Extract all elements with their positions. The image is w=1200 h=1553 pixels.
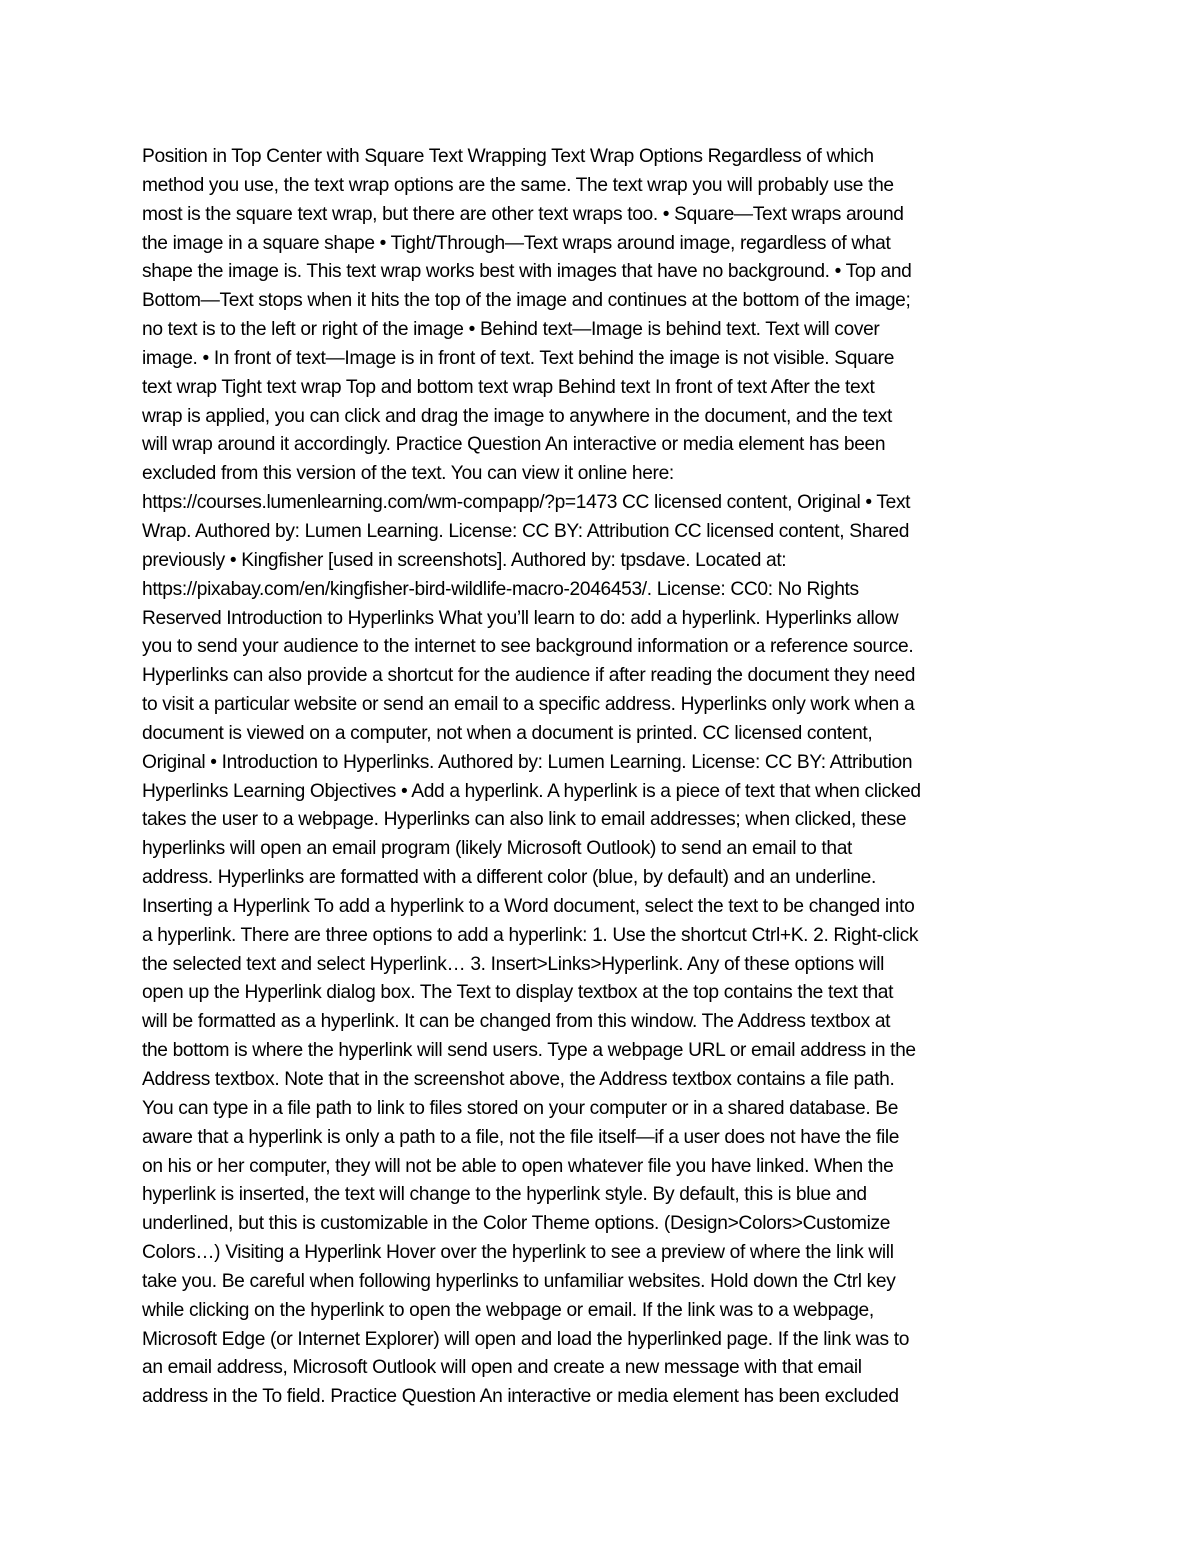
text-line: shape the image is. This text wrap works best with images that have no background. • Top and — [142, 261, 912, 283]
text-line: Original • Introduction to Hyperlinks. Authored by: Lumen Learning. License: CC BY: Attribution — [142, 751, 913, 773]
body-text — [142, 143, 1082, 1441]
text-line: hyperlinks will open an email program (likely Microsoft Outlook) to send an email to that — [142, 838, 853, 860]
text-line: open up the Hyperlink dialog box. The Text to display textbox at the top contains the text that — [142, 982, 894, 1004]
text-line: no text is to the left or right of the image • Behind text—Image is behind text. Text will cover — [142, 319, 880, 341]
text-line: excluded from this version of the text. You can view it online here: — [142, 463, 674, 485]
text-line: you to send your audience to the internet to see background information or a reference source. — [142, 636, 914, 658]
text-line: hyperlink is inserted, the text will change to the hyperlink style. By default, this is blue and — [142, 1184, 867, 1206]
text-line: the selected text and select Hyperlink… 3. Insert>Links>Hyperlink. Any of these options will — [142, 953, 885, 975]
text-line: https://courses.lumenlearning.com/wm-compapp/?p=1473 CC licensed content, Original • Text — [142, 492, 911, 514]
text-line: Colors…) Visiting a Hyperlink Hover over the hyperlink to see a preview of where the link will — [142, 1242, 894, 1264]
text-line: Inserting a Hyperlink To add a hyperlink to a Word document, select the text to be changed into — [142, 895, 915, 917]
text-line: will wrap around it accordingly. Practice Question An interactive or media element has been — [142, 434, 886, 456]
text-line: takes the user to a webpage. Hyperlinks can also link to email addresses; when clicked, these — [142, 809, 907, 831]
text-line: take you. Be careful when following hyperlinks to unfamiliar websites. Hold down the Ctrl key — [142, 1270, 896, 1292]
text-line: an email address, Microsoft Outlook will open and create a new message with that email — [142, 1357, 862, 1379]
text-line: the image in a square shape • Tight/Through—Text wraps around image, regardless of what — [142, 232, 891, 254]
text-line: a hyperlink. There are three options to add a hyperlink: 1. Use the shortcut Ctrl+K. 2. Right-click — [142, 924, 919, 946]
text-line: aware that a hyperlink is only a path to a file, not the file itself—if a user does not have the file — [142, 1126, 900, 1148]
text-line: address. Hyperlinks are formatted with a different color (blue, by default) and an underline. — [142, 867, 876, 889]
text-line: wrap is applied, you can click and drag the image to anywhere in the document, and the text — [142, 405, 892, 427]
text-line: Reserved Introduction to Hyperlinks What you’ll learn to do: add a hyperlink. Hyperlinks allow — [142, 607, 899, 629]
text-line: address in the To field. Practice Question An interactive or media element has been excluded — [142, 1386, 899, 1408]
text-line: Address textbox. Note that in the screenshot above, the Address textbox contains a file path. — [142, 1069, 895, 1090]
text-line: the bottom is where the hyperlink will send users. Type a webpage URL or email address in the — [142, 1040, 916, 1062]
text-line: Hyperlinks Learning Objectives • Add a hyperlink. A hyperlink is a piece of text that when clicked — [142, 780, 921, 802]
text-line: Bottom—Text stops when it hits the top of the image and continues at the bottom of the image; — [142, 290, 911, 312]
text-line: on his or her computer, they will not be able to open whatever file you have linked. When the — [142, 1155, 894, 1177]
text-line: most is the square text wrap, but there are other text wraps too. • Square—Text wraps around — [142, 203, 904, 225]
text-line — [142, 1412, 1082, 1441]
text-line: Microsoft Edge (or Internet Explorer) will open and load the hyperlinked page. If the link was to — [142, 1328, 910, 1350]
text-line: Position in Top Center with Square Text Wrapping Text Wrap Options Regardless of which — [142, 146, 874, 167]
text-line: method you use, the text wrap options are the same. The text wrap you will probably use the — [142, 174, 894, 196]
text-line: Wrap. Authored by: Lumen Learning. License: CC BY: Attribution CC licensed content, Shared — [142, 520, 910, 542]
text-line: image. • In front of text—Image is in front of text. Text behind the image is not visible. Square — [142, 347, 895, 369]
text-line: will be formatted as a hyperlink. It can be changed from this window. The Address textbox at — [142, 1011, 891, 1033]
text-line: previously • Kingfisher [used in screenshots]. Authored by: tpsdave. Located at: — [142, 549, 787, 571]
text-line: underlined, but this is customizable in the Color Theme options. (Design>Colors>Customize — [142, 1213, 891, 1235]
text-line: Hyperlinks can also provide a shortcut for the audience if after reading the document they need — [142, 665, 916, 687]
text-line: https://pixabay.com/en/kingfisher-bird-wildlife-macro-2046453/. License: CC0: No Rights — [142, 578, 859, 600]
text-line: You can type in a file path to link to files stored on your computer or in a shared database. Be — [142, 1097, 899, 1119]
text-line: to visit a particular website or send an email to a specific address. Hyperlinks only work when a — [142, 694, 915, 716]
text-line: while clicking on the hyperlink to open the webpage or email. If the link was to a webpage, — [142, 1299, 874, 1321]
text-line: document is viewed on a computer, not when a document is printed. CC licensed content, — [142, 722, 873, 744]
text-line: text wrap Tight text wrap Top and bottom text wrap Behind text In front of text After the text — [142, 376, 875, 398]
